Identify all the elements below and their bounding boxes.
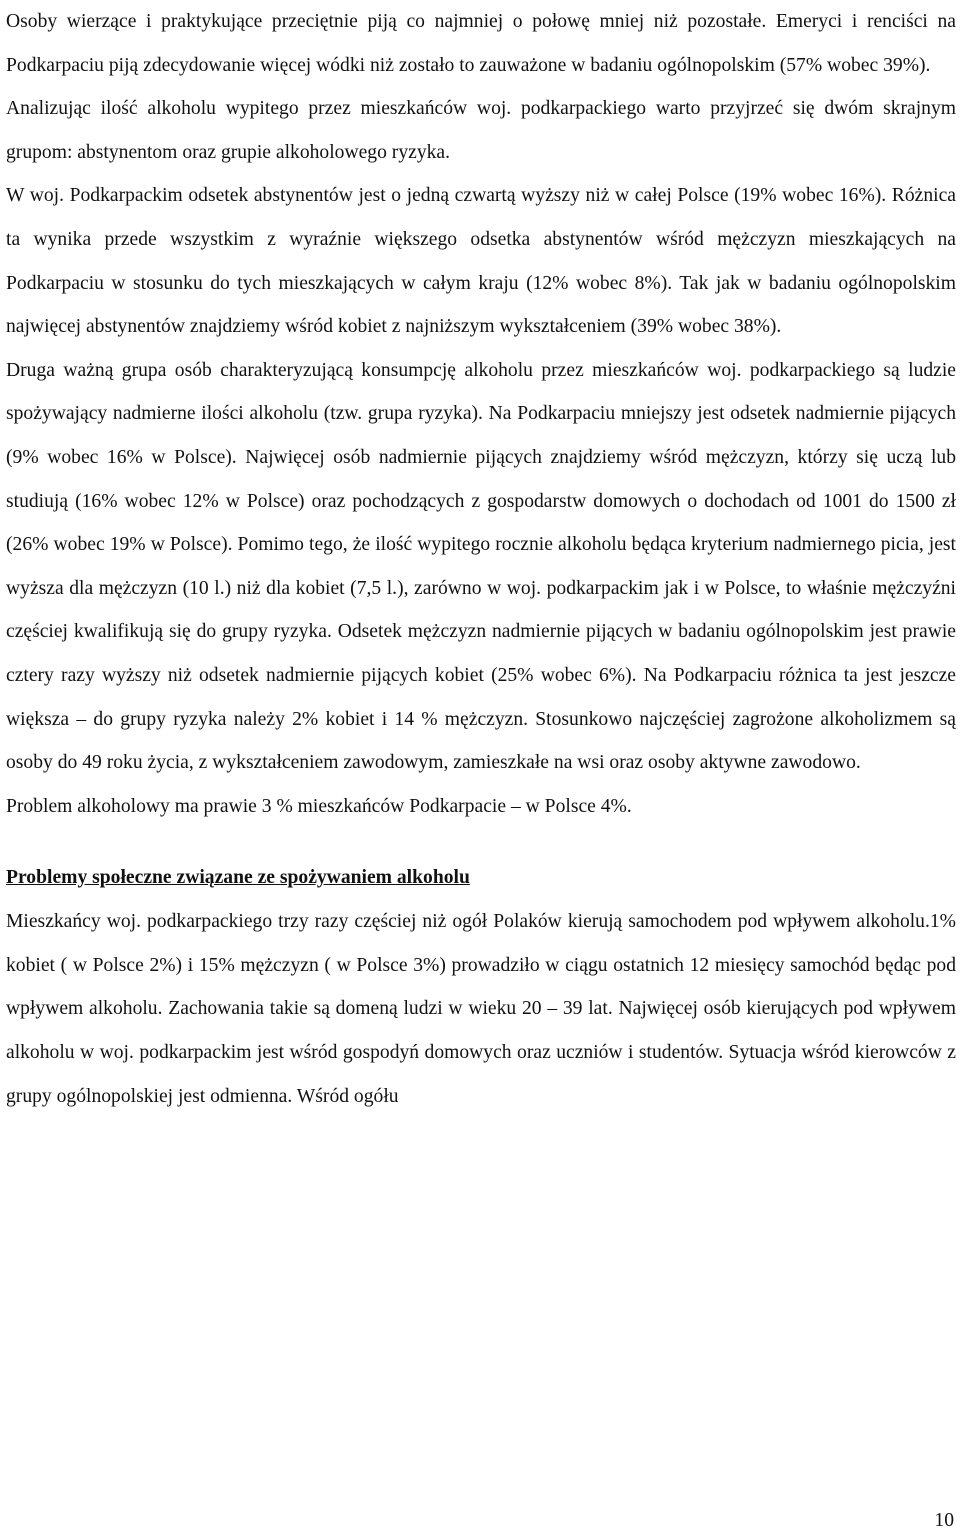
paragraph-drunk-driving: Mieszkańcy woj. podkarpackiego trzy razy częściej niż ogół Polaków kierują samochodem pod wpływem alkoholu.1% kobiet ( w Polsce 2%) i 15% mężczyzn ( w Polsce 3%) prowadziło w ciągu ostatnich 12 miesięcy samochód będąc pod wpływem alkoholu. Zachowania takie są domeną ludzi w wieku 20 – 39 lat. Najwięcej osób kierujących pod wpływem alkoholu w woj. podkarpackim jest wśród gospodyń domowych oraz uczniów i studentów. Sytuacja wśród kierowców z grupy ogólnopolskiej jest odmienna. Wśród ogółu <box>6 911 956 1107</box>
section-gap <box>6 828 956 856</box>
paragraph-alcohol-problem-share: Problem alkoholowy ma prawie 3 % mieszkańców Podkarpacie – w Polsce 4%. <box>6 795 632 817</box>
paragraph-two-extreme-groups: Analizując ilość alkoholu wypitego przez mieszkańców woj. podkarpackiego warto przyjrzeć się dwóm skrajnym grupom: abstynentom oraz grupie alkoholowego ryzyka. <box>6 98 956 163</box>
page-number: 10 <box>934 1510 954 1531</box>
paragraph-religious-and-pensioners: Osoby wierzące i praktykujące przeciętnie piją co najmniej o połowę mniej niż pozostałe. Emeryci i renciści na Podkarpaciu piją zdecydowanie więcej wódki niż zostało to zauważone w badaniu ogólnopolskim (57% wobec 39%). <box>6 11 956 76</box>
section-heading: Problemy społeczne związane ze spożywaniem alkoholu <box>6 867 470 889</box>
paragraph-risk-group: Druga ważną grupa osób charakteryzującą konsumpcję alkoholu przez mieszkańców woj. podkarpackiego są ludzie spożywający nadmierne ilości alkoholu (tzw. grupa ryzyka). Na Podkarpaciu mniejszy jest odsetek nadmiernie pijących (9% wobec 16% w Polsce). Najwięcej osób nadmiernie pijących znajdziemy wśród mężczyzn, którzy się uczą lub studiują (16% wobec 12% w Polsce) oraz pochodzących z gospodarstw domowych o dochodach od 1001 do 1500 zł (26% wobec 19% w Polsce). Pomimo tego, że ilość wypitego rocznie alkoholu będąca kryterium nadmiernego picia, jest wyższa dla mężczyzn (10 l.) niż dla kobiet (7,5 l.), zarówno w woj. podkarpackim jak i w Polsce, to właśnie mężczyźni częściej kwalifikują się do grupy ryzyka. Odsetek mężczyzn nadmiernie pijących w badaniu ogólnopolskim jest prawie cztery razy wyższy niż odsetek nadmiernie pijących kobiet (25% wobec 6%). Na Podkarpaciu różnica ta jest jeszcze większa – do grupy ryzyka należy 2% kobiet i 14 % mężczyzn. Stosunkowo najczęściej zagrożone alkoholizmem są osoby do 49 roku życia, z wykształceniem zawodowym, zamieszkałe na wsi oraz osoby aktywne zawodowo. <box>6 359 956 774</box>
page-body <box>6 0 956 1118</box>
paragraph-abstainers: W woj. Podkarpackim odsetek abstynentów jest o jedną czwartą wyższy niż w całej Polsce (19% wobec 16%). Różnica ta wynika przede wszystkim z wyraźnie większego odsetka abstynentów wśród mężczyzn mieszkających na Podkarpaciu w stosunku do tych mieszkających w całym kraju (12% wobec 8%). Tak jak w badaniu ogólnopolskim najwięcej abstynentów znajdziemy wśród kobiet z najniższym wykształceniem (39% wobec 38%). <box>6 185 956 338</box>
